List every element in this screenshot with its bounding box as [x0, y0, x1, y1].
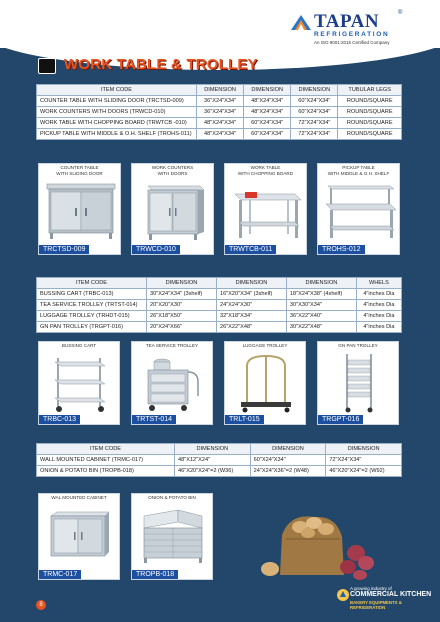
- card-caption: WORK COUNTERS WITH DOORS: [151, 165, 194, 176]
- product-code-badge: TRBC-013: [39, 415, 80, 424]
- footer-brand: [336, 586, 436, 616]
- table-header: DIMENSION: [216, 278, 286, 289]
- brand-name: TAPAN: [314, 11, 380, 32]
- table-header: WHELS: [356, 278, 401, 289]
- table-header: DIMENSION: [291, 85, 338, 96]
- table-cell: ONION & POTATO BIN (TROPB-018): [37, 466, 175, 477]
- table-cell: GN PAN TROLLEY (TRGPT-016): [37, 322, 147, 333]
- table-row: [37, 107, 402, 118]
- brand-subtitle: REFRIGERATION: [314, 31, 390, 38]
- table-cell: BUSSING CART (TRBC-013): [37, 289, 147, 300]
- product-code-badge: TRTST-014: [132, 415, 176, 424]
- table-cell: 4"inches Dia: [356, 289, 401, 300]
- table-row: [37, 129, 402, 140]
- table-cell: COUNTER TABLE WITH SLIDING DOOR (TRCTSD-009): [37, 96, 197, 107]
- table-cell: 36"X22"X40": [286, 311, 356, 322]
- bussing-cart-image: [49, 352, 111, 414]
- table-header: DIMENSION: [286, 278, 356, 289]
- table-header: DIMENSION: [147, 278, 217, 289]
- table-cell: 72"X24"X34": [291, 118, 338, 129]
- table-cell: 72"X24"X34": [326, 455, 402, 466]
- table-cell: 46"X20"X24"=2 (W36): [175, 466, 251, 477]
- gn-pan-trolley-image: [328, 352, 390, 414]
- footer-small-text: A growing industry of: [350, 586, 392, 591]
- table-header: DIMENSION: [244, 85, 291, 96]
- table-cell: ROUND/SQUARE: [338, 96, 402, 107]
- potatoes-onions-image: [250, 505, 380, 580]
- table-header: ITEM CODE: [37, 278, 147, 289]
- tea-trolley-image: [142, 352, 204, 414]
- product-card-work-table-chopping: [224, 163, 307, 255]
- brand-logo: [290, 10, 410, 50]
- table-header: ITEM CODE: [37, 444, 175, 455]
- table-header-row: [37, 85, 402, 96]
- product-card-gn-pan-trolley: [317, 341, 399, 425]
- card-caption: WAL MOUNTED CABINET: [51, 495, 107, 500]
- table-cell: 60"X24"X34": [244, 129, 291, 140]
- table-cell: 30"X24"X34" (3shelf): [147, 289, 217, 300]
- table-cell: 48"X24"X34": [244, 96, 291, 107]
- counter-sliding-door-image: [45, 180, 117, 242]
- table-cell: PICKUP TABLE WITH MIDDLE & O.H. SHELF (TROHS-011): [37, 129, 197, 140]
- card-caption: WORK TABLE WITH CHOPPING BOARD: [237, 165, 294, 176]
- table-header-row: [37, 278, 402, 289]
- pickup-table-image: [322, 180, 398, 242]
- product-card-wall-cabinet: [38, 493, 120, 580]
- table-cell: 60"X24"X34": [244, 118, 291, 129]
- table-row: [37, 300, 402, 311]
- table-row: [37, 311, 402, 322]
- trolley-spec-table: [36, 277, 402, 333]
- table-cell: ROUND/SQUARE: [338, 107, 402, 118]
- table-cell: WORK TABLE WITH CHOPPING BOARD (TRWTCB -010): [37, 118, 197, 129]
- table-cell: 30"X22"X48": [286, 322, 356, 333]
- product-code-badge: TROHS-012: [318, 245, 365, 254]
- table-row: [37, 455, 402, 466]
- table-cell: 36"X24"X34": [197, 107, 244, 118]
- product-card-tea-trolley: [131, 341, 213, 425]
- table-cell: 48"X24"X34": [244, 107, 291, 118]
- table-cell: 48"X24"X34": [197, 129, 244, 140]
- table-header: DIMENSION: [250, 444, 326, 455]
- table-row: [37, 466, 402, 477]
- title-ampersand: &: [170, 56, 182, 73]
- snowflake-logo-icon: [290, 12, 312, 32]
- brand-iso-note: An ISO 9001:2015 Certified Company: [314, 40, 390, 45]
- footer-big-text: COMMERCIAL KITCHEN: [350, 591, 432, 598]
- table-cell: WALL MOUNTED CABINET (TRMC-017): [37, 455, 175, 466]
- table-cell: 60"X24"X34": [291, 96, 338, 107]
- card-caption: PICKUP TABLE WITH MIDDLE & O.H. SHELF: [327, 165, 390, 176]
- product-card-counter-sliding-door: [38, 163, 121, 255]
- table-cell: ROUND/SQUARE: [338, 118, 402, 129]
- table-row: [37, 96, 402, 107]
- table-cell: LUGGAGE TROLLEY (TRHDT-015): [37, 311, 147, 322]
- table-row: [37, 118, 402, 129]
- table-cell: TEA SERVICE TROLLEY (TRTST-014): [37, 300, 147, 311]
- card-caption: BUSSING CART: [61, 343, 97, 348]
- table-cell: 20"X20"X30": [147, 300, 217, 311]
- table-cell: 48"X12"X24": [175, 455, 251, 466]
- table-cell: 48"X24"X34": [197, 118, 244, 129]
- product-code-badge: TRGPT-016: [318, 415, 363, 424]
- page-number: 8: [36, 600, 46, 610]
- table-cell: ROUND/SQUARE: [338, 129, 402, 140]
- table-cell: 4"inches Dia: [356, 322, 401, 333]
- table-cell: 26"X22"X48": [216, 322, 286, 333]
- chef-badge-icon: [38, 58, 56, 74]
- luggage-trolley-image: [235, 352, 297, 414]
- table-header: ITEM CODE: [37, 85, 197, 96]
- card-caption: LUGGAGE TROLLEY: [242, 343, 288, 348]
- table-cell: 4"inches Dia: [356, 300, 401, 311]
- product-card-work-counter-doors: [131, 163, 214, 255]
- table-cell: 20"X24"X66": [147, 322, 217, 333]
- table-cell: 60"X24"X34": [291, 107, 338, 118]
- table-cell: 60"X24"X34": [250, 455, 326, 466]
- product-code-badge: TRCTSD-009: [39, 245, 89, 254]
- table-cell: 72"X24"X34": [291, 129, 338, 140]
- table-cell: 4"inches Dia: [356, 311, 401, 322]
- product-card-bussing-cart: [38, 341, 120, 425]
- card-caption: COUNTER TABLE WITH SLIDING DOOR: [56, 165, 103, 176]
- table-header-row: [37, 444, 402, 455]
- card-caption: TEA SERVICE TROLLEY: [145, 343, 199, 348]
- table-header: DIMENSION: [326, 444, 402, 455]
- commercial-kitchen-logo-icon: [336, 588, 350, 602]
- table-cell: 16"X20"X34" (3shelf): [216, 289, 286, 300]
- work-counter-doors-image: [140, 180, 208, 242]
- product-code-badge: TROPB-018: [132, 570, 178, 579]
- title-part-2: TROLLEY: [186, 56, 258, 73]
- brand-registered-mark: ®: [398, 10, 403, 16]
- product-code-badge: TRLT-015: [225, 415, 264, 424]
- table-cell: WORK COUNTERS WITH DOORS (TRWCD-010): [37, 107, 197, 118]
- table-cell: 36"X24"X34": [197, 96, 244, 107]
- product-card-luggage-trolley: [224, 341, 306, 425]
- product-code-badge: TRMC-017: [39, 570, 81, 579]
- product-code-badge: TRWTCB-011: [225, 245, 276, 254]
- product-card-pickup-table: [317, 163, 400, 255]
- wall-cabinet-image: [47, 508, 113, 566]
- table-row: [37, 289, 402, 300]
- table-cell: 24"X24"X36"=2 (W48): [250, 466, 326, 477]
- cabinet-bin-spec-table: [36, 443, 402, 477]
- work-table-chopping-image: [229, 180, 305, 242]
- product-card-onion-potato-bin: [131, 493, 213, 580]
- card-caption: ONION & POTATO BIN: [148, 495, 196, 500]
- table-cell: 18"X24"X38" (4shelf): [286, 289, 356, 300]
- title-part-1: WORK TABLE: [64, 56, 167, 73]
- table-header: DIMENSION: [197, 85, 244, 96]
- table-cell: 30"X30"X34": [286, 300, 356, 311]
- footer-sub-text: BAKERY EQUIPMENTS & REFRIGERATION: [350, 600, 402, 610]
- table-cell: 46"X20"X24"=2 (W92): [326, 466, 402, 477]
- page-title-text: [64, 56, 258, 73]
- table-cell: 24"X24"X30": [216, 300, 286, 311]
- onion-potato-bin-image: [138, 506, 208, 566]
- table-header: DIMENSION: [175, 444, 251, 455]
- table-cell: 26"X18"X50": [147, 311, 217, 322]
- table-header: TUBULAR LEGS: [338, 85, 402, 96]
- table-row: [37, 322, 402, 333]
- product-code-badge: TRWCD-010: [132, 245, 180, 254]
- table-cell: 32"X18"X34": [216, 311, 286, 322]
- work-table-spec-table: [36, 84, 402, 140]
- card-caption: GN PAN TROLLEY: [338, 343, 378, 348]
